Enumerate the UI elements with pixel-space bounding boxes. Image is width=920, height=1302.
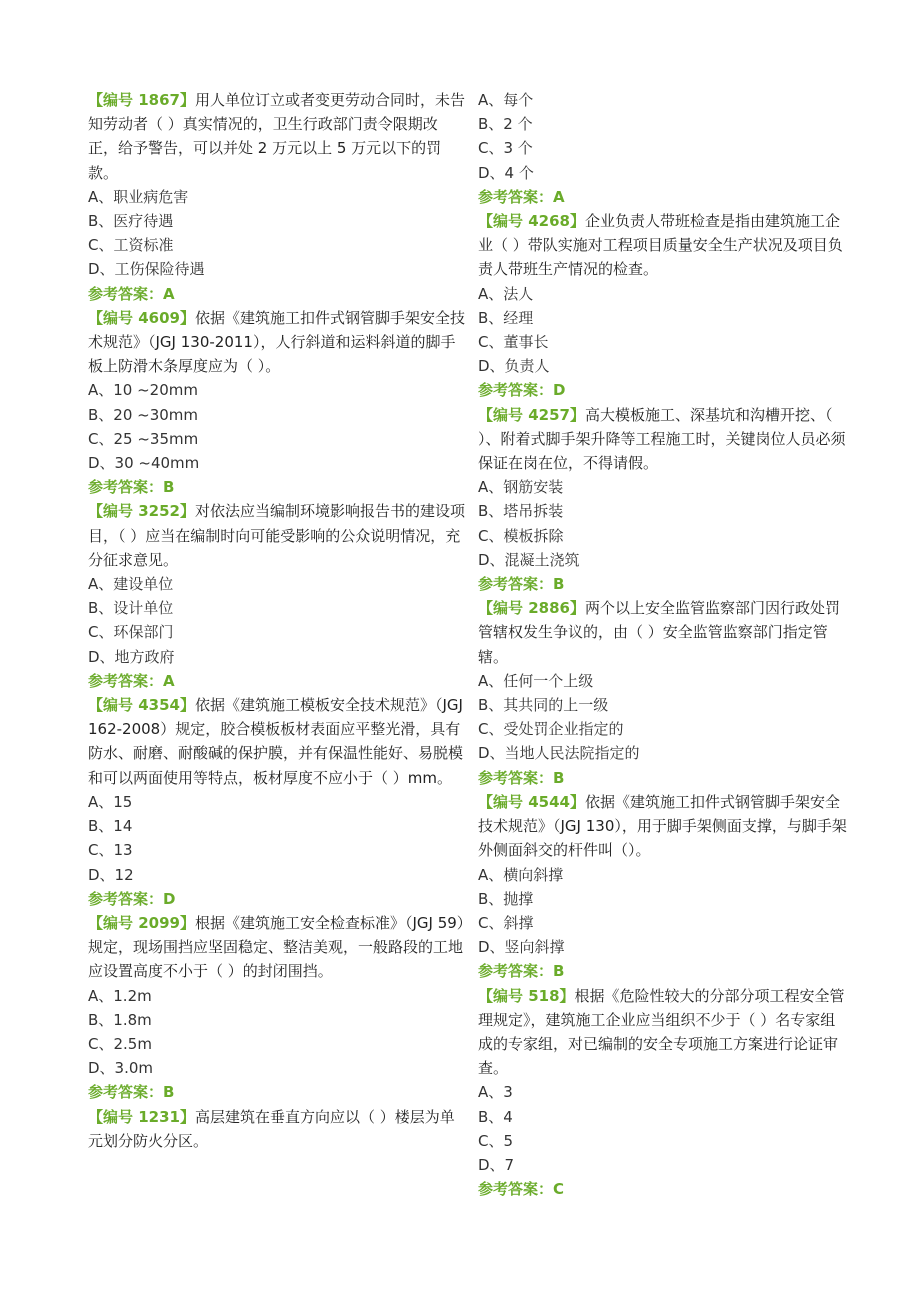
question-block xyxy=(88,88,466,306)
answer-option: A、10 ~20mm xyxy=(88,381,198,400)
left-column xyxy=(88,88,466,1153)
reference-answer: 参考答案：D xyxy=(88,889,176,908)
question-block xyxy=(88,911,466,1105)
answer-option: D、工伤保险待遇 xyxy=(88,260,205,279)
question-block xyxy=(478,403,850,597)
answer-option: D、当地人民法院指定的 xyxy=(478,744,640,763)
answer-option: C、5 xyxy=(478,1131,514,1150)
question-text: 企业负责人带班检查是指由建筑施工企业（ ）带队实施对工程项目质量安全生产状况及项目负责人带班生产情况的检查。 xyxy=(478,212,843,279)
answer-option: B、20 ~30mm xyxy=(88,405,199,424)
question-text: 高大模板施工、深基坑和沟槽开挖、（ ）、附着式脚手架升降等工程施工时，关键岗位人员必须保证在岗在位，不得请假。 xyxy=(478,405,846,473)
answer-option: B、14 xyxy=(88,817,133,836)
answer-option: D、30 ~40mm xyxy=(88,454,200,473)
question-block xyxy=(478,790,850,984)
answer-option: B、医疗待遇 xyxy=(88,212,174,231)
answer-option: C、模板拆除 xyxy=(478,526,564,545)
question-block xyxy=(478,596,850,790)
question-stem xyxy=(478,403,850,476)
question-stem xyxy=(478,984,850,1081)
question-number: 【编号 4257】 xyxy=(478,405,585,424)
answer-option: C、3 个 xyxy=(478,139,533,158)
question-stem xyxy=(88,1105,466,1153)
answer-option: C、工资标准 xyxy=(88,236,174,255)
answer-option: D、3.0m xyxy=(88,1059,154,1078)
answer-option: B、塔吊拆装 xyxy=(478,502,564,521)
reference-answer: 参考答案：B xyxy=(88,1083,175,1102)
answer-option: A、法人 xyxy=(478,284,534,303)
question-text: 两个以上安全监管监察部门因行政处罚管辖权发生争议的，由（ ）安全监管监察部门指定管辖。 xyxy=(478,599,840,666)
answer-option: B、2 个 xyxy=(478,115,533,134)
question-block xyxy=(88,1105,466,1153)
question-stem xyxy=(88,306,466,379)
question-number: 【编号 4544】 xyxy=(478,792,585,811)
answer-option: D、负责人 xyxy=(478,357,550,376)
answer-option: C、斜撑 xyxy=(478,913,534,932)
answer-option: C、2.5m xyxy=(88,1034,152,1053)
answer-option: B、设计单位 xyxy=(88,599,174,618)
question-stem xyxy=(88,88,466,185)
answer-option: C、13 xyxy=(88,841,133,860)
answer-option: A、每个 xyxy=(478,91,534,109)
answer-option: A、横向斜撑 xyxy=(478,865,564,884)
question-stem xyxy=(478,790,850,863)
question-number: 【编号 518】 xyxy=(478,986,575,1005)
reference-answer: 参考答案：C xyxy=(478,1180,565,1199)
answer-option: D、4 个 xyxy=(478,163,534,182)
answer-option: B、其共同的上一级 xyxy=(478,696,609,715)
question-number: 【编号 2886】 xyxy=(478,599,585,618)
reference-answer: 参考答案：B xyxy=(478,768,565,787)
right-column xyxy=(478,88,850,1201)
answer-option: B、经理 xyxy=(478,308,534,327)
reference-answer: 参考答案：B xyxy=(88,478,175,497)
question-number: 【编号 4354】 xyxy=(88,696,195,715)
answer-option: A、3 xyxy=(478,1083,513,1102)
question-block xyxy=(478,209,850,403)
reference-answer: 参考答案：A xyxy=(88,671,175,690)
question-block xyxy=(478,984,850,1202)
question-number: 【编号 4609】 xyxy=(88,308,195,327)
question-number: 【编号 4268】 xyxy=(478,212,585,231)
question-text: 用人单位订立或者变更劳动合同时，未告知劳动者（ ）真实情况的，卫生行政部门责令限期改正，给予警告，可以并处 2 万元以上 5 万元以下的罚款。 xyxy=(88,91,465,182)
reference-answer: 参考答案：A xyxy=(478,187,565,206)
question-text: 依据《建筑施工扣件式钢管脚手架安全技术规范》（JGJ 130-2011），人行斜道和运料斜道的脚手板上防滑木条厚度应为（ ）。 xyxy=(88,308,465,376)
answer-option: D、7 xyxy=(478,1155,515,1174)
answer-option: A、1.2m xyxy=(88,986,152,1005)
answer-option: C、25 ~35mm xyxy=(88,429,199,448)
answer-option: A、15 xyxy=(88,792,133,811)
answer-option: A、任何一个上级 xyxy=(478,671,594,690)
reference-answer: 参考答案：D xyxy=(478,381,566,400)
answer-option: A、建设单位 xyxy=(88,575,174,594)
answer-option: B、4 xyxy=(478,1107,513,1126)
question-text: 根据《建筑施工安全检查标准》（JGJ 59）规定，现场围挡应坚固稳定、整洁美观，一般路段的工地应设置高度不小于（ ）的封闭围挡。 xyxy=(88,913,465,981)
reference-answer: 参考答案：B xyxy=(478,575,565,594)
reference-answer: 参考答案：A xyxy=(88,284,175,303)
question-number: 【编号 2099】 xyxy=(88,913,195,932)
answer-option: D、竖向斜撑 xyxy=(478,938,565,957)
answer-option: C、环保部门 xyxy=(88,623,174,642)
answer-option: D、12 xyxy=(88,865,134,884)
question-block xyxy=(88,693,466,911)
answer-option: B、抛撑 xyxy=(478,889,534,908)
question-text: 对依法应当编制环境影响报告书的建设项目，（ ）应当在编制时向可能受影响的公众说明情况，充分征求意见。 xyxy=(88,502,465,569)
question-text: 高层建筑在垂直方向应以（ ）楼层为单元划分防火分区。 xyxy=(88,1107,455,1150)
answer-option: A、职业病危害 xyxy=(88,187,189,206)
question-text: 依据《建筑施工扣件式钢管脚手架安全技术规范》（JGJ 130），用于脚手架侧面支撑，与脚手架外侧面斜交的杆件叫（）。 xyxy=(478,792,847,860)
question-number: 【编号 1231】 xyxy=(88,1107,195,1126)
answer-option: B、1.8m xyxy=(88,1010,152,1029)
question-stem xyxy=(88,499,466,572)
answer-option: D、地方政府 xyxy=(88,647,175,666)
question-stem xyxy=(478,209,850,282)
question-block xyxy=(88,306,466,500)
question-text: 依据《建筑施工模板安全技术规范》（JGJ 162-2008）规定，胶合模板板材表面应平整光滑，具有防水、耐磨、耐酸碱的保护膜，并有保温性能好、易脱模和可以两面使用等特点，板材厚度不应小于（ ）mm。 xyxy=(88,696,464,787)
answer-option: C、受处罚企业指定的 xyxy=(478,720,624,739)
question-stem xyxy=(478,596,850,669)
answer-option: D、混凝土浇筑 xyxy=(478,550,580,569)
question-number: 【编号 3252】 xyxy=(88,502,195,521)
answer-option: A、钢筋安装 xyxy=(478,478,564,497)
answer-option: C、董事长 xyxy=(478,333,549,352)
question-block xyxy=(88,499,466,693)
question-stem xyxy=(88,693,466,790)
question-text: 根据《危险性较大的分部分项工程安全管理规定》，建筑施工企业应当组织不少于（ ）名专家组成的专家组，对已编制的安全专项施工方案进行论证审查。 xyxy=(478,986,845,1078)
question-stem xyxy=(88,911,466,984)
question-number: 【编号 1867】 xyxy=(88,91,195,109)
reference-answer: 参考答案：B xyxy=(478,962,565,981)
question-block xyxy=(478,88,850,209)
